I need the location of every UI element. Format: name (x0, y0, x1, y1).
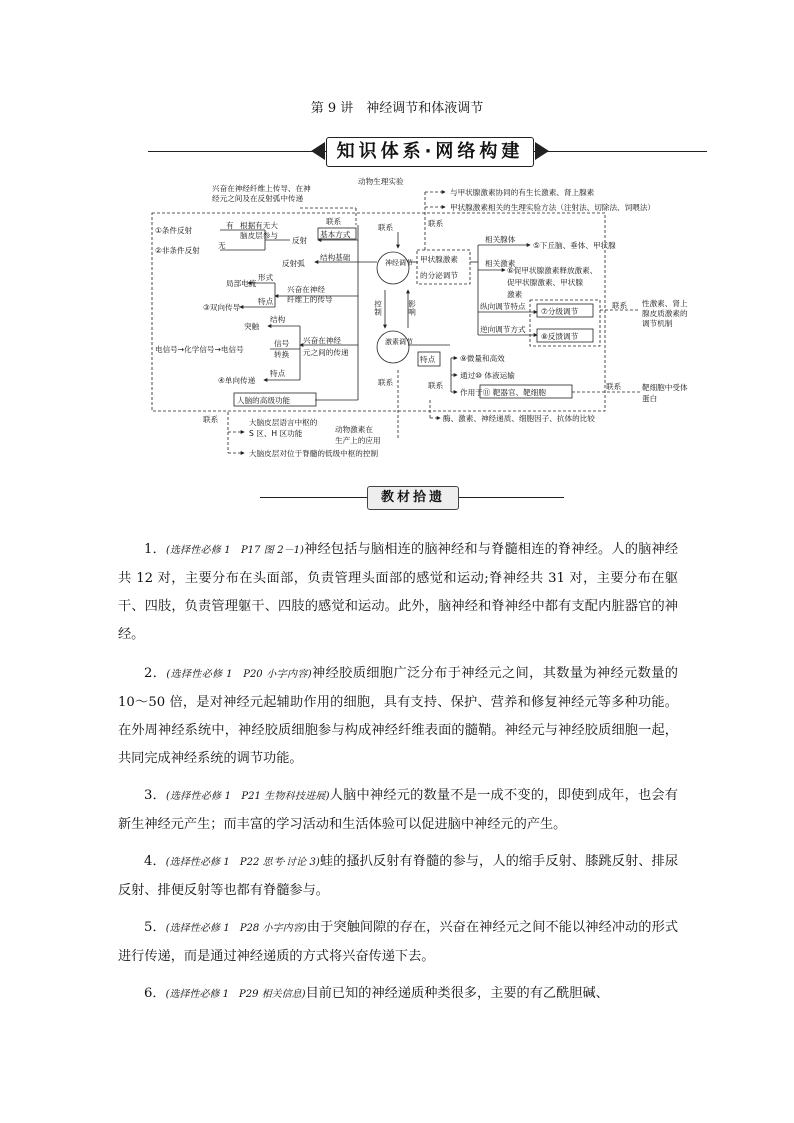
paragraph-4 (118, 848, 678, 905)
para-text: 神经胶质细胞广泛分布于神经元之间，其数量为神经元数量的 10～50 倍，是对神经元起辅助作用的细胞，具有支持、保护、营养和修复神经元等多种功能。在外周神经系统中，神经胶质细胞参与构成神经纤维表面的髓鞘。神经元与神经胶质细胞一起，共同完成神经系统的调节功能。 (118, 666, 678, 766)
thyroid-note-2: 甲状腺激素相关的生理实验方法（注射法、切除法、饲喂法） (450, 203, 656, 212)
para-source: (选择性必修 1 P29 相关信息) (165, 989, 306, 1000)
link-label-receptor: 联系 (606, 382, 622, 391)
convert-label: 转换 (274, 350, 290, 359)
top-note-1: 兴奋在神经纤维上传导、在神 (212, 184, 311, 193)
banner-rule-right (532, 151, 707, 152)
structure-label: 结构 (270, 315, 286, 324)
via-10-label: 通过⑩ 体液运输 (460, 371, 515, 380)
features-box-label: 特点 (420, 355, 436, 364)
banner-rule-left (148, 151, 326, 152)
feature-label-2: 特点 (270, 369, 286, 378)
graded-reg-label: 的分泌调节 (420, 271, 458, 280)
application-note-1: 动物激素在 (335, 425, 373, 434)
para-num: 1． (144, 542, 166, 557)
link-label-mid: 联系 (378, 223, 394, 232)
link-label-low: 联系 (378, 378, 394, 387)
vertical-label: 纵向调节特点 (480, 302, 526, 311)
hormone-6a-label: ⑥促甲状腺激素释放激素、 (507, 266, 598, 275)
neuron-note-1: 兴奋在神经 (303, 336, 341, 345)
signal-label: 信号 (274, 339, 290, 348)
fiber-note-2: 纤维上的传导 (287, 295, 333, 304)
sex-hormone-note-2: 腺皮质激素的 (642, 309, 688, 318)
para-text: 人脑中神经元的数量不是一成不变的，即使到成年，也会有新生神经元产生；而丰富的学习活动和生活体验可以促进脑中神经元的产生。 (118, 788, 678, 832)
gland-5-label: ⑤下丘脑、垂体、甲状腺 (533, 241, 616, 250)
structure-basis-label: 结构基础 (320, 253, 351, 262)
you-label: 有 (226, 221, 234, 230)
feature-label-1: 特点 (258, 297, 274, 306)
cortex-control-label: 大脑皮层对位于脊髓的低级中枢的控制 (249, 449, 379, 458)
para-num: 3． (144, 788, 167, 803)
para-num: 4． (144, 854, 166, 869)
hormone-6b-label: 促甲状腺激素、甲状腺 (507, 278, 583, 287)
reverse-label: 逆向调节方式 (480, 325, 526, 334)
section-banner: 知识体系·网络构建 (326, 137, 534, 167)
paragraph-5 (118, 914, 678, 971)
page-title: 第 9 讲 神经调节和体液调节 (310, 101, 484, 116)
para-text: 神经包括与脑相连的脑神经和与脊髓相连的脊神经。人的脑神经共 12 对，主要分布在头面部，负责管理头面部的感觉和运动;脊神经共 31 对，主要分布在躯干、四肢，负责管理躯干、四肢的感觉和运动。此外，脑神经和脊神经中都有支配内脏器官的神经。 (118, 542, 679, 642)
wu-label: 无 (218, 241, 226, 250)
sex-hormone-note-1: 性激素、肾上 (642, 299, 688, 308)
basic-way-label: 基本方式 (320, 230, 351, 239)
para-text: 蛙的搔扒反射有脊髓的参与，人的缩手反射、膝跳反射、排尿反射、排便反射等也都有脊髓参与。 (118, 854, 679, 898)
link-label-top: 联系 (326, 217, 342, 226)
link-label-feature: 联系 (428, 381, 444, 390)
paragraph-6 (118, 980, 678, 1009)
paragraph-3 (118, 782, 678, 839)
link-label-right: 联系 (428, 219, 444, 228)
para-num: 6． (144, 986, 166, 1001)
subsection-banner: 教材拾遗 (367, 486, 459, 510)
para-source: (选择性必修 1 P21 生物科技进展) (166, 791, 330, 802)
sex-hormone-note-3: 调节机制 (642, 319, 673, 328)
hormone-6c-label: 激素 (507, 290, 523, 299)
para-source: (选择性必修 1 P22 思考·讨论 3) (165, 857, 320, 868)
thyroid-box-label: 甲状腺激素 (420, 255, 458, 264)
trace-9-label: ⑨微量和高效 (460, 354, 505, 363)
neuron-note-2: 元之间的传递 (303, 348, 349, 357)
act-11-label: 作用于⑪ 靶器官、靶细胞 (460, 388, 546, 397)
top-note-2: 经元之间及在反射弧中传递 (212, 194, 304, 203)
feedback-8-label: ⑧反馈调节 (541, 332, 579, 341)
fiber-note-1: 兴奋在神经 (287, 285, 325, 294)
paragraph-1 (118, 536, 678, 649)
reflex-arc-label: 反射弧 (282, 259, 305, 268)
uncond-reflex-label: ②非条件反射 (155, 246, 200, 255)
animal-exp-label: 动物生理实验 (358, 177, 404, 186)
para-source: (选择性必修 1 P28 小字内容) (165, 923, 307, 934)
link-label-sex: 联系 (612, 301, 628, 310)
brain-note-1: 根据有无大 (240, 221, 278, 230)
related-gland-label: 相关腺体 (485, 235, 516, 244)
cond-reflex-label: ①条件反射 (155, 226, 193, 235)
reflex-label: 反射 (292, 236, 308, 245)
para-text: 目前已知的神经递质种类很多，主要的有乙酰胆碱、 (305, 986, 609, 1001)
subbanner-rule-left (260, 497, 367, 498)
para-source: (选择性必修 1 P20 小字内容) (166, 669, 312, 680)
cortex-note-2: S 区、H 区功能 (249, 429, 303, 438)
cortex-note-1: 大脑皮层语言中枢的 (249, 418, 318, 427)
higher-function-label: 人脑的高级功能 (237, 396, 291, 405)
paragraph-2 (118, 660, 678, 773)
bidirectional-label: ③双向传导 (203, 303, 241, 312)
signal-chain-label: 电信号→化学信号→电信号 (155, 345, 244, 354)
related-hormone-label: 相关激素 (485, 259, 516, 268)
application-note-2: 生产上的应用 (335, 436, 381, 445)
synapse-label: 突触 (244, 322, 260, 331)
brain-note-2: 脑皮层参与 (240, 231, 278, 240)
subbanner-rule-right (457, 497, 564, 498)
para-text: 由于突触间隙的存在，兴奋在神经元之间不能以神经冲动的形式进行传递，而是通过神经递质的方式将兴奋传递下去。 (118, 920, 679, 964)
control-label: 控制 (373, 300, 383, 316)
knowledge-diagram (0, 170, 794, 470)
unidirectional-label: ④单向传递 (218, 376, 256, 385)
graded-7-label: ⑦分级调节 (541, 307, 579, 316)
para-num: 5． (144, 920, 166, 935)
thyroid-note-1: 与甲状腺激素协同的有生长激素、肾上腺素 (450, 188, 595, 197)
compare-label: 酶、激素、神经递质、细胞因子、抗体的比较 (443, 414, 595, 423)
receptor-note-1: 靶细胞中受体 (642, 383, 688, 392)
form-label: 形式 (258, 273, 274, 282)
hormone-reg-label: 激素调节 (385, 338, 413, 346)
neural-reg-label: 神经调节 (385, 259, 413, 267)
para-source: (选择性必修 1 P17 图 2－1) (165, 545, 304, 556)
influence-label: 影响 (407, 300, 417, 316)
link-label-cortex: 联系 (203, 415, 219, 424)
local-current-label: 局部电流 (226, 279, 257, 288)
receptor-note-2: 蛋白 (642, 394, 658, 403)
para-num: 2． (144, 666, 167, 681)
